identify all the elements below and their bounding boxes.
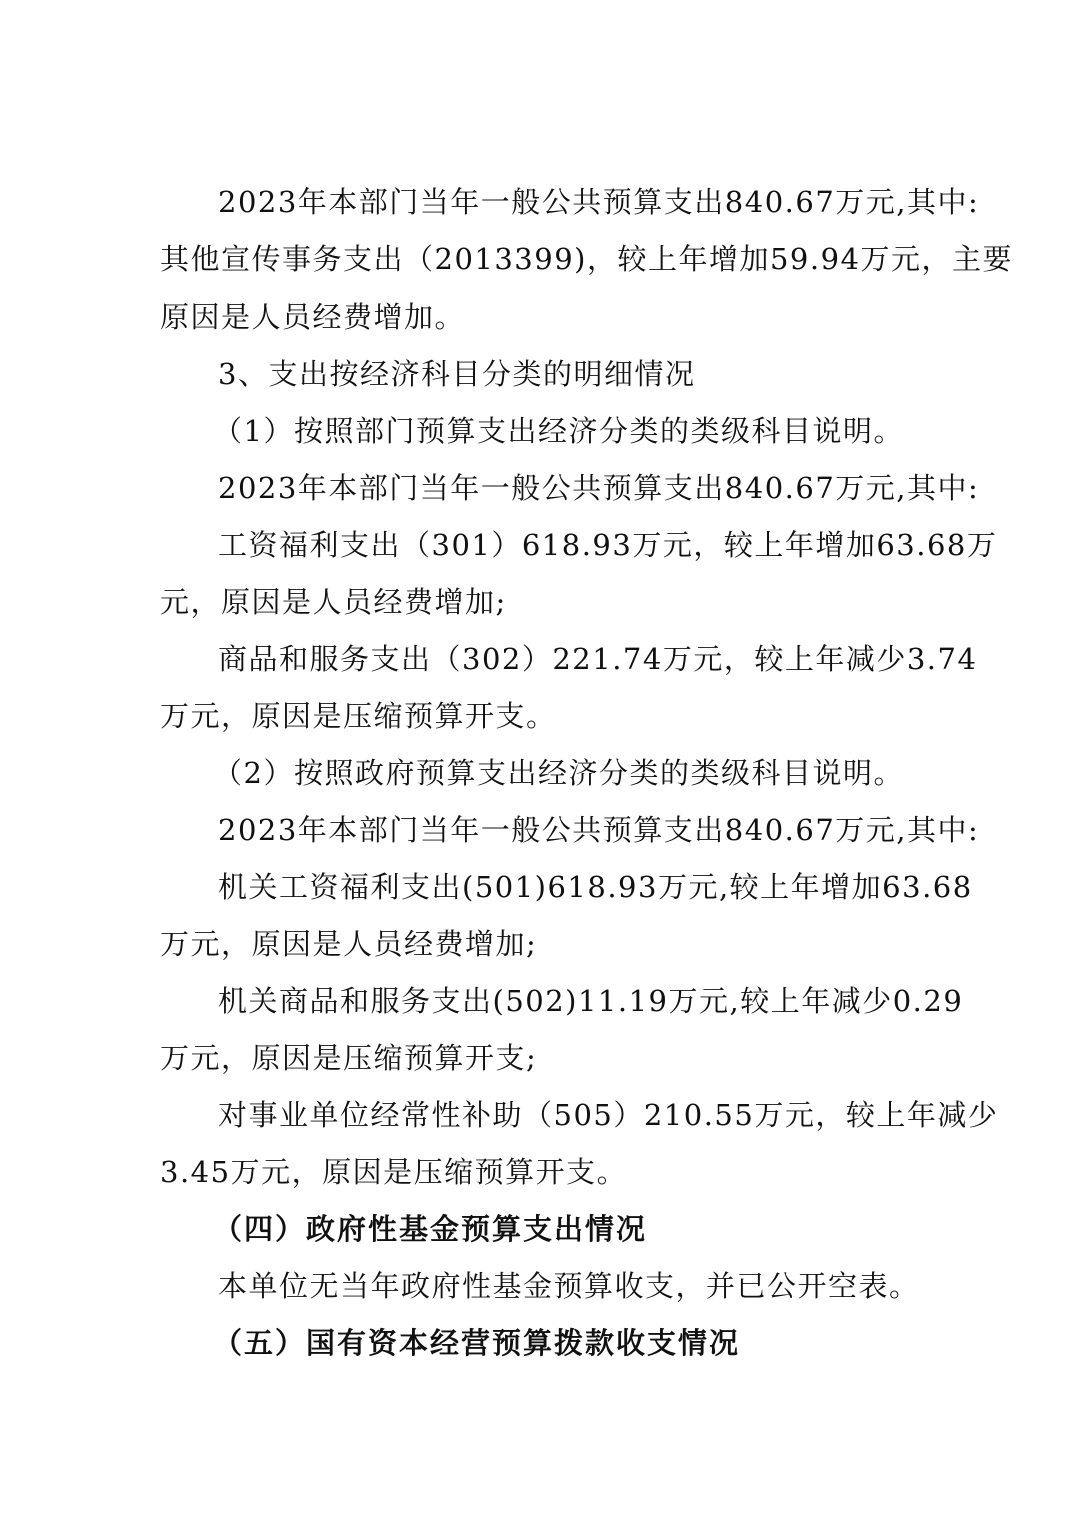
paragraph-line: 万元，原因是人员经费增加; — [160, 927, 538, 961]
paragraph-line: 2023年本部门当年一般公共预算支出840.67万元,其中: — [218, 813, 980, 847]
paragraph-line: 对事业单位经常性补助（505）210.55万元，较上年减少 — [218, 1098, 999, 1132]
paragraph-line: 原因是人员经费增加。 — [160, 300, 466, 334]
paragraph-line: 其他宣传事务支出（2013399)，较上年增加59.94万元，主要 — [160, 242, 1013, 276]
paragraph-line: 机关工资福利支出(501)618.93万元,较上年增加63.68 — [218, 870, 973, 904]
paragraph-line: 工资福利支出（301）618.93万元，较上年增加63.68万 — [218, 528, 998, 562]
paragraph-line: 2023年本部门当年一般公共预算支出840.67万元,其中: — [218, 185, 980, 219]
paragraph-line: 机关商品和服务支出(502)11.19万元,较上年减少0.29 — [218, 984, 964, 1018]
section-heading: 3、支出按经济科目分类的明细情况 — [218, 357, 696, 391]
paragraph-line: 2023年本部门当年一般公共预算支出840.67万元,其中: — [218, 471, 980, 505]
paragraph-line: 3.45万元，原因是压缩预算开支。 — [160, 1155, 628, 1189]
section-heading: （五）国有资本经营预算拨款收支情况 — [213, 1326, 741, 1360]
subsection-heading: （1）按照部门预算支出经济分类的类级科目说明。 — [213, 414, 904, 448]
section-heading: （四）政府性基金预算支出情况 — [213, 1212, 648, 1246]
paragraph-line: 万元，原因是压缩预算开支; — [160, 1041, 538, 1075]
paragraph-line: 万元，原因是压缩预算开支。 — [160, 699, 557, 733]
paragraph-line: 商品和服务支出（302）221.74万元，较上年减少3.74 — [218, 642, 978, 676]
paragraph-line: 本单位无当年政府性基金预算收支，并已公开空表。 — [218, 1269, 920, 1303]
paragraph-line: 元，原因是人员经费增加; — [160, 585, 507, 619]
subsection-heading: （2）按照政府预算支出经济分类的类级科目说明。 — [213, 756, 904, 790]
